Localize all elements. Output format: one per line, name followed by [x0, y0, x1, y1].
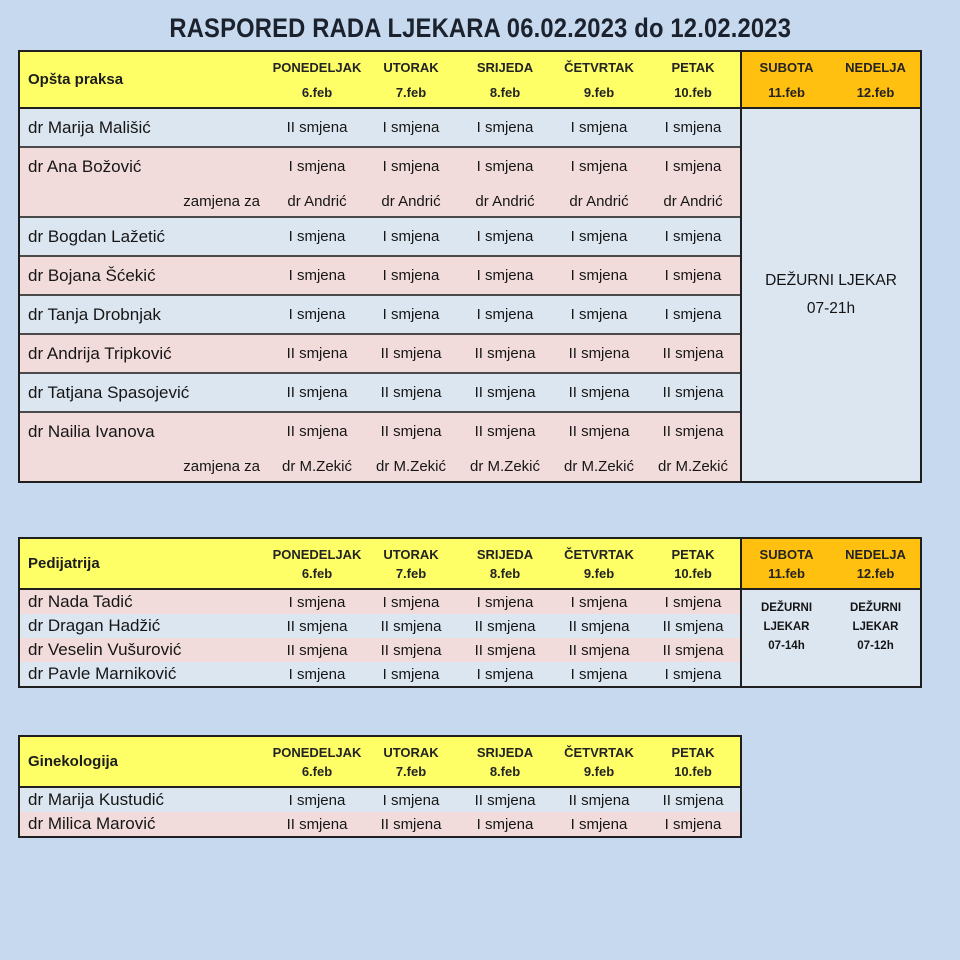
shift-cell: II smjena: [380, 815, 442, 833]
shift-line: [20, 218, 740, 255]
weekend-panel: [740, 109, 920, 481]
shift-cell: II smjena: [380, 384, 442, 401]
day-name: PONEDELJAK: [272, 60, 362, 75]
shift-cell: II smjena: [286, 641, 348, 659]
shift-cell: I smjena: [476, 267, 534, 284]
table-header: [20, 52, 920, 107]
shift-cell: I smjena: [570, 665, 628, 683]
doctor-name: dr Nada Tadić: [28, 592, 133, 611]
day-header-cell: [364, 539, 458, 588]
day-name: SRIJEDA: [476, 745, 534, 760]
table-row: [20, 372, 740, 411]
substitute-label: zamjena za: [183, 193, 260, 210]
shift-cell: I smjena: [570, 119, 628, 136]
weekday-rows: [20, 788, 740, 836]
day-name: PETAK: [671, 745, 715, 760]
shift-cell: II smjena: [380, 345, 442, 362]
doctor-name: dr Bogdan Lažetić: [28, 226, 166, 246]
shift-cell: II smjena: [474, 641, 536, 659]
doctor-name: dr Nailia Ivanova: [28, 421, 155, 441]
day-name: UTORAK: [383, 60, 439, 75]
doctor-name: dr Veselin Vušurović: [28, 640, 182, 659]
day-header-cell: [364, 737, 458, 786]
shift-cell: I smjena: [288, 158, 346, 175]
weekend-day-header-cell: [831, 52, 920, 107]
shift-cell: I smjena: [288, 791, 346, 809]
shift-cell: I smjena: [570, 593, 628, 611]
page-title: [0, 13, 960, 44]
weekend-day-header-cell: [831, 539, 920, 588]
on-call-cell: [742, 590, 831, 686]
weekend-header-row: [740, 52, 920, 107]
shift-cell: I smjena: [476, 158, 534, 175]
shift-cell: II smjena: [286, 119, 348, 136]
weekday-rows: [20, 109, 740, 481]
day-header-cell: [552, 737, 646, 786]
day-name: SUBOTA: [759, 60, 814, 75]
on-call-cell-line: LJEKAR: [763, 620, 810, 633]
schedule-table-op-ta-praksa: [18, 50, 922, 483]
shift-cell: II smjena: [662, 423, 724, 440]
shift-cell: I smjena: [664, 119, 722, 136]
day-header-cell: [458, 539, 552, 588]
table-header: [20, 737, 740, 786]
shift-cell: II smjena: [286, 617, 348, 635]
shift-line: [20, 662, 740, 686]
shift-cell: I smjena: [476, 228, 534, 245]
shift-cell: I smjena: [664, 158, 722, 175]
day-name: PETAK: [671, 60, 715, 75]
table-row: [20, 662, 740, 686]
day-date: 8.feb: [489, 566, 521, 581]
page-title-text: RASPORED RADA LJEKARA 06.02.2023 do 12.02.2023: [169, 13, 791, 43]
day-date: 6.feb: [301, 566, 333, 581]
shift-cell: II smjena: [662, 617, 724, 635]
shift-cell: II smjena: [286, 423, 348, 440]
day-name: UTORAK: [383, 547, 439, 562]
day-header-cell: [270, 52, 364, 107]
doctor-name: dr Tanja Drobnjak: [28, 304, 161, 324]
day-date: 12.feb: [856, 566, 895, 581]
day-date: 11.feb: [768, 566, 805, 581]
day-date: 8.feb: [489, 764, 521, 779]
day-header-cell: [552, 539, 646, 588]
shift-cell: I smjena: [476, 119, 534, 136]
shift-cell: I smjena: [570, 267, 628, 284]
shift-cell: II smjena: [380, 617, 442, 635]
shift-cell: II smjena: [286, 815, 348, 833]
schedule-table-pedijatrija: [18, 537, 922, 688]
doctor-name: dr Dragan Hadžić: [28, 616, 161, 635]
substitute-doctor: dr Andrić: [287, 193, 347, 210]
substitute-line: [20, 450, 740, 481]
shift-cell: I smjena: [570, 815, 628, 833]
day-date: 9.feb: [583, 764, 615, 779]
shift-cell: II smjena: [568, 617, 630, 635]
day-name: ČETVRTAK: [564, 60, 634, 75]
table-row: [20, 614, 740, 638]
shift-cell: II smjena: [568, 384, 630, 401]
day-header-cell: [458, 737, 552, 786]
shift-cell: I smjena: [476, 815, 534, 833]
table-row: [20, 590, 740, 614]
day-date: 7.feb: [395, 566, 427, 581]
day-header-cell: [458, 52, 552, 107]
shift-cell: I smjena: [664, 815, 722, 833]
day-date: 10.feb: [674, 85, 712, 100]
shift-cell: I smjena: [476, 593, 534, 611]
shift-line: [20, 788, 740, 812]
shift-cell: I smjena: [570, 228, 628, 245]
shift-cell: II smjena: [474, 345, 536, 362]
on-call-note-line: 07-21h: [806, 300, 856, 317]
on-call-cell-line: DEŽURNI: [760, 602, 813, 614]
substitute-doctor: dr M.Zekić: [563, 458, 634, 475]
shift-line: [20, 638, 740, 662]
on-call-cell-line: 07-14h: [768, 639, 805, 652]
day-name: PONEDELJAK: [272, 745, 362, 760]
shift-line: [20, 614, 740, 638]
shift-cell: II smjena: [568, 641, 630, 659]
day-name: SRIJEDA: [476, 547, 534, 562]
shift-cell: I smjena: [382, 158, 440, 175]
section-label: Pedijatrija: [28, 555, 100, 572]
shift-cell: I smjena: [664, 228, 722, 245]
shift-cell: I smjena: [382, 593, 440, 611]
shift-line: [20, 296, 740, 333]
shift-cell: I smjena: [288, 593, 346, 611]
doctor-name: dr Andrija Tripković: [28, 343, 172, 363]
shift-line: [20, 148, 740, 185]
shift-cell: I smjena: [288, 267, 346, 284]
shift-cell: I smjena: [664, 593, 722, 611]
shift-cell: II smjena: [568, 423, 630, 440]
table-row: [20, 788, 740, 812]
shift-cell: II smjena: [662, 641, 724, 659]
doctor-name: dr Ana Božović: [28, 156, 142, 176]
day-date: 8.feb: [489, 85, 521, 100]
doctor-name: dr Pavle Marniković: [28, 664, 177, 683]
shift-line: [20, 590, 740, 614]
shift-cell: I smjena: [288, 665, 346, 683]
shift-cell: I smjena: [664, 267, 722, 284]
shift-cell: II smjena: [474, 384, 536, 401]
schedule-table-ginekologija: [18, 735, 742, 838]
substitute-doctor: dr M.Zekić: [657, 458, 728, 475]
doctor-name: dr Marija Mališić: [28, 117, 151, 137]
substitute-doctor: dr M.Zekić: [281, 458, 352, 475]
day-date: 7.feb: [395, 85, 427, 100]
day-date: 9.feb: [583, 85, 615, 100]
day-date: 7.feb: [395, 764, 427, 779]
table-row: [20, 109, 740, 146]
weekend-panel: [740, 590, 920, 686]
shift-cell: I smjena: [288, 306, 346, 323]
table-body: [20, 588, 920, 686]
day-name: UTORAK: [383, 745, 439, 760]
table-body: [20, 107, 920, 481]
shift-line: [20, 257, 740, 294]
on-call-cell-line: LJEKAR: [852, 620, 899, 633]
substitute-doctor: dr M.Zekić: [469, 458, 540, 475]
day-name: NEDELJA: [845, 60, 906, 75]
shift-cell: II smjena: [286, 384, 348, 401]
table-row: [20, 638, 740, 662]
day-header-cell: [364, 52, 458, 107]
day-name: SUBOTA: [759, 547, 814, 562]
substitute-doctor: dr Andrić: [381, 193, 441, 210]
on-call-cell-line: DEŽURNI: [849, 602, 902, 614]
shift-cell: II smjena: [662, 384, 724, 401]
substitute-doctor: dr Andrić: [569, 193, 629, 210]
substitute-doctor: dr Andrić: [663, 193, 723, 210]
weekend-day-header-cell: [742, 52, 831, 107]
shift-line: [20, 109, 740, 146]
weekday-rows: [20, 590, 740, 686]
day-date: 6.feb: [301, 764, 333, 779]
weekday-header-row: [20, 737, 740, 786]
weekend-day-header-cell: [742, 539, 831, 588]
shift-cell: II smjena: [474, 423, 536, 440]
day-name: PONEDELJAK: [272, 547, 362, 562]
day-header-cell: [270, 737, 364, 786]
shift-cell: I smjena: [664, 665, 722, 683]
shift-cell: I smjena: [570, 306, 628, 323]
doctor-name: dr Tatjana Spasojević: [28, 382, 190, 402]
shift-cell: II smjena: [380, 641, 442, 659]
section-label: Ginekologija: [28, 753, 119, 770]
substitute-label: zamjena za: [183, 458, 260, 475]
on-call-note-line: DEŽURNI LJEKAR: [765, 272, 897, 290]
weekday-header-row: [20, 52, 740, 107]
table-row: [20, 333, 740, 372]
substitute-doctor: dr M.Zekić: [375, 458, 446, 475]
shift-cell: II smjena: [286, 345, 348, 362]
day-header-cell: [270, 539, 364, 588]
day-name: PETAK: [671, 547, 715, 562]
shift-cell: II smjena: [380, 423, 442, 440]
shift-line: [20, 812, 740, 836]
doctor-name: dr Milica Marović: [28, 814, 156, 833]
table-row: [20, 146, 740, 216]
day-date: 12.feb: [856, 85, 895, 100]
shift-cell: I smjena: [664, 306, 722, 323]
on-call-cell: [831, 590, 920, 686]
shift-cell: II smjena: [568, 791, 630, 809]
shift-line: [20, 374, 740, 411]
shift-cell: I smjena: [382, 119, 440, 136]
table-row: [20, 294, 740, 333]
day-name: ČETVRTAK: [564, 745, 634, 760]
day-name: ČETVRTAK: [564, 547, 634, 562]
doctor-name: dr Marija Kustudić: [28, 790, 165, 809]
day-name: SRIJEDA: [476, 60, 534, 75]
day-date: 10.feb: [674, 764, 712, 779]
shift-cell: I smjena: [476, 306, 534, 323]
table-header: [20, 539, 920, 588]
table-row: [20, 216, 740, 255]
table-body: [20, 786, 740, 836]
section-label: Opšta praksa: [28, 71, 124, 88]
on-call-cells: [742, 590, 920, 686]
table-row: [20, 255, 740, 294]
shift-cell: II smjena: [662, 791, 724, 809]
substitute-line: [20, 185, 740, 216]
weekend-header-row: [740, 539, 920, 588]
shift-cell: II smjena: [474, 791, 536, 809]
shift-line: [20, 335, 740, 372]
day-header-cell: [552, 52, 646, 107]
shift-cell: I smjena: [382, 267, 440, 284]
substitute-doctor: dr Andrić: [475, 193, 535, 210]
day-date: 11.feb: [768, 85, 805, 100]
shift-cell: I smjena: [382, 791, 440, 809]
day-header-cell: [646, 52, 740, 107]
shift-cell: I smjena: [382, 306, 440, 323]
on-call-cell-line: 07-12h: [857, 639, 894, 652]
day-header-cell: [646, 539, 740, 588]
shift-line: [20, 413, 740, 450]
day-date: 6.feb: [301, 85, 333, 100]
shift-cell: I smjena: [382, 665, 440, 683]
day-date: 9.feb: [583, 566, 615, 581]
shift-cell: II smjena: [568, 345, 630, 362]
doctor-name: dr Bojana Šćekić: [28, 265, 156, 285]
table-row: [20, 411, 740, 481]
day-header-cell: [646, 737, 740, 786]
shift-cell: I smjena: [476, 665, 534, 683]
shift-cell: II smjena: [662, 345, 724, 362]
shift-cell: I smjena: [382, 228, 440, 245]
day-name: NEDELJA: [845, 547, 906, 562]
shift-cell: I smjena: [288, 228, 346, 245]
shift-cell: I smjena: [570, 158, 628, 175]
table-row: [20, 812, 740, 836]
shift-cell: II smjena: [474, 617, 536, 635]
on-call-note: [742, 109, 920, 481]
weekday-header-row: [20, 539, 740, 588]
day-date: 10.feb: [674, 566, 712, 581]
